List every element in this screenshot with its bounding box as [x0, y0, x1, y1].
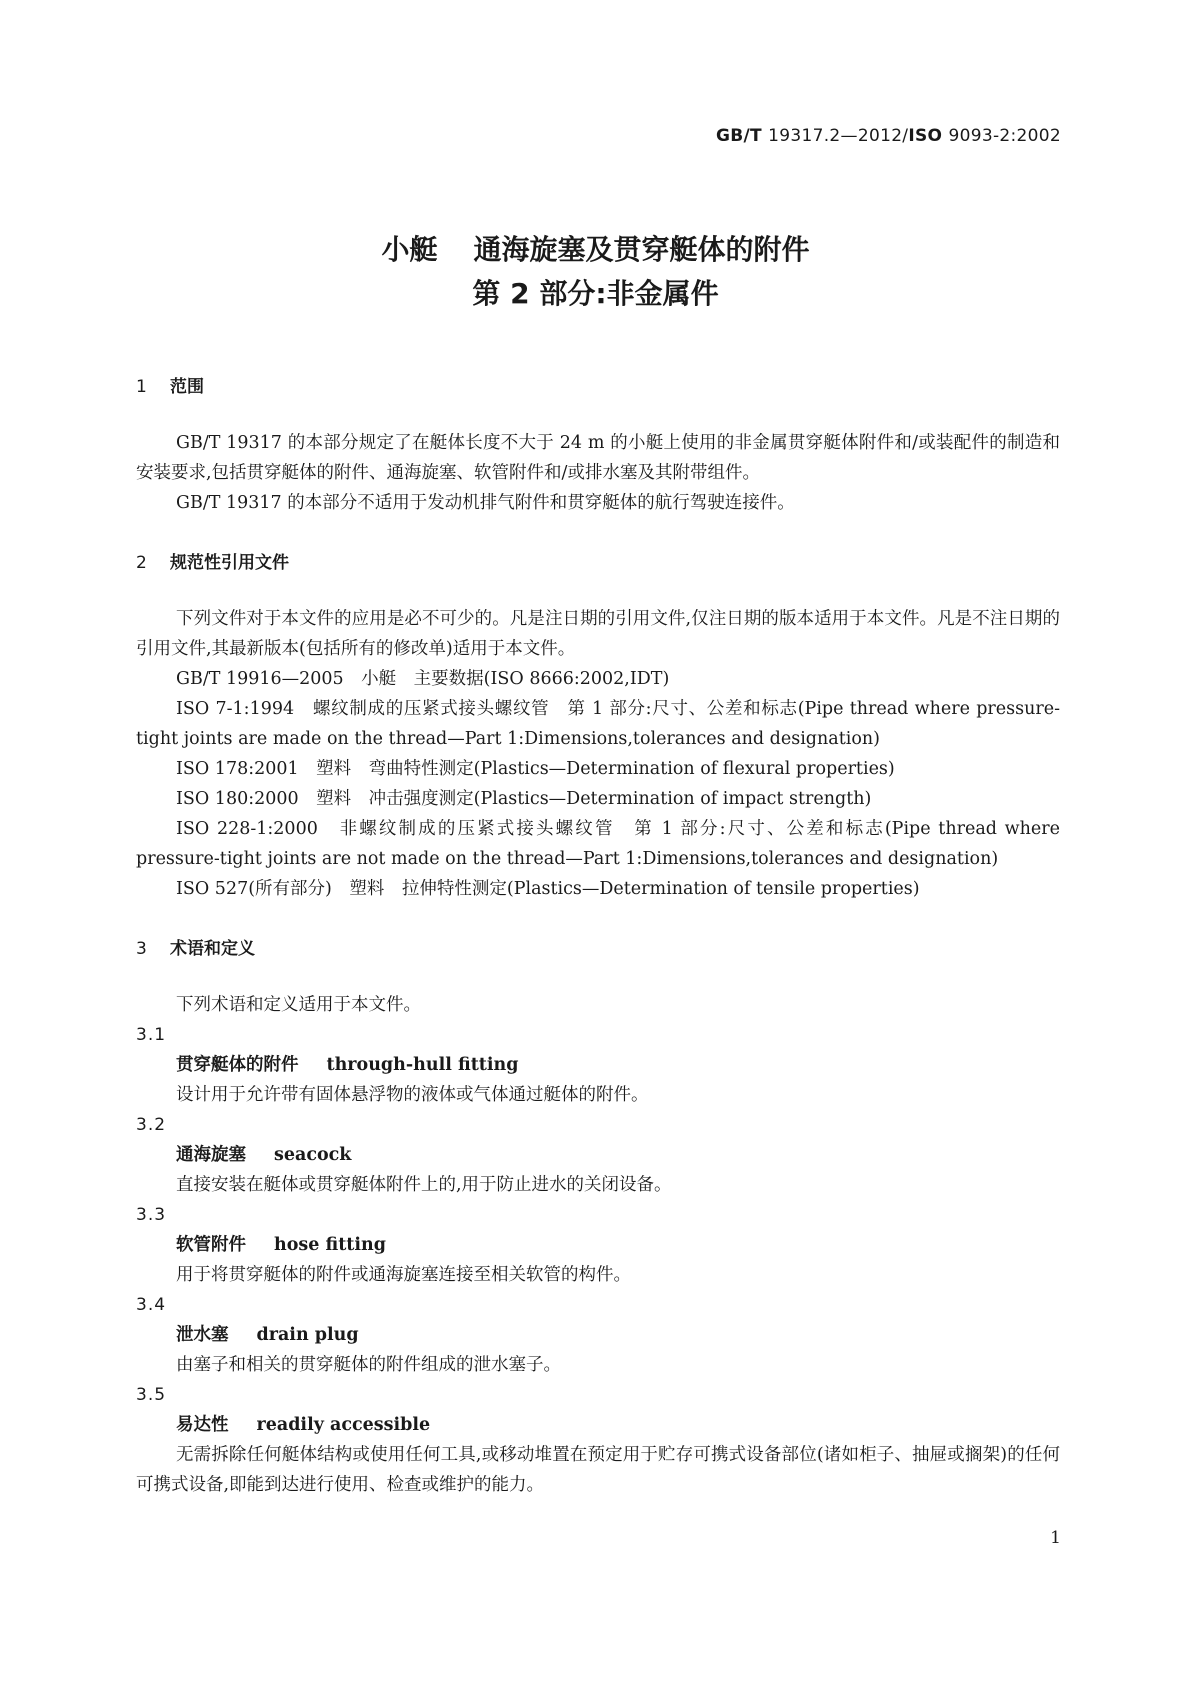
term-chinese: 软管附件	[176, 1235, 246, 1255]
term-definition: 设计用于允许带有固体悬浮物的液体或气体通过艇体的附件。	[176, 1085, 649, 1105]
document-body	[136, 372, 1060, 1500]
term-number: 3.5	[136, 1385, 167, 1405]
reference-item: ISO 7-1:1994 螺纹制成的压紧式接头螺纹管 第 1 部分:尺寸、公差和标志(Pipe thread where pressure-tight joints are made on the thread—Part 1:Dimensions,tolerances and designation)	[136, 699, 1060, 749]
term-english: readily accessible	[256, 1415, 431, 1435]
reference-item: GB/T 19916—2005 小艇 主要数据(ISO 8666:2002,IDT)	[176, 669, 670, 689]
page-number: 1	[1050, 1528, 1061, 1548]
section-number: 3	[136, 939, 147, 959]
section-number: 2	[136, 553, 147, 573]
section-number: 1	[136, 377, 147, 397]
document-title-line-1	[0, 228, 1191, 268]
section-3-heading	[136, 934, 1060, 964]
term-english: seacock	[274, 1145, 352, 1165]
term-definition: 用于将贯穿艇体的附件或通海旋塞连接至相关软管的构件。	[176, 1265, 631, 1285]
term-heading	[136, 1050, 1060, 1080]
header-iso-number: 9093-2:2002	[948, 126, 1061, 146]
section-title: 范围	[170, 377, 204, 397]
reference-item: ISO 527(所有部分) 塑料 拉伸特性测定(Plastics—Determination of tensile properties)	[176, 879, 920, 899]
term-english: drain plug	[256, 1325, 359, 1345]
section-title: 术语和定义	[170, 939, 255, 959]
reference-item: ISO 180:2000 塑料 冲击强度测定(Plastics—Determination of impact strength)	[176, 789, 872, 809]
scope-paragraph-1: GB/T 19317 的本部分规定了在艇体长度不大于 24 m 的小艇上使用的非金属贯穿艇体附件和/或装配件的制造和安装要求,包括贯穿艇体的附件、通海旋塞、软管附件和/或排水塞及其附带组件。	[136, 433, 1060, 483]
term-chinese: 易达性	[176, 1415, 229, 1435]
term-number: 3.2	[136, 1115, 167, 1135]
section-title: 规范性引用文件	[170, 553, 289, 573]
term-number: 3.1	[136, 1025, 167, 1045]
term-english: through-hull fitting	[326, 1055, 519, 1075]
reference-item: ISO 178:2001 塑料 弯曲特性测定(Plastics—Determination of flexural properties)	[176, 759, 895, 779]
term-heading	[136, 1410, 1060, 1440]
header-code-prefix: GB/T	[716, 126, 762, 146]
term-chinese: 泄水塞	[176, 1325, 229, 1345]
term-chinese: 贯穿艇体的附件	[176, 1055, 299, 1075]
term-heading	[136, 1140, 1060, 1170]
term-number: 3.4	[136, 1295, 167, 1315]
reference-item: ISO 228-1:2000 非螺纹制成的压紧式接头螺纹管 第 1 部分:尺寸、公差和标志(Pipe thread where pressure-tight joints are not made on the thread—Part 1:Dimensions,tolerances and designation)	[136, 819, 1060, 869]
scope-paragraph-2: GB/T 19317 的本部分不适用于发动机排气附件和贯穿艇体的航行驾驶连接件。	[176, 493, 795, 513]
header-code-number: 19317.2—2012/	[768, 126, 909, 146]
term-definition: 由塞子和相关的贯穿艇体的附件组成的泄水塞子。	[176, 1355, 561, 1375]
title-main: 通海旋塞及贯穿艇体的附件	[473, 233, 810, 266]
term-heading	[136, 1320, 1060, 1350]
section-2-heading	[136, 548, 1060, 578]
references-intro: 下列文件对于本文件的应用是必不可少的。凡是注日期的引用文件,仅注日期的版本适用于本文件。凡是不注日期的引用文件,其最新版本(包括所有的修改单)适用于本文件。	[136, 609, 1060, 659]
section-1-heading	[136, 372, 1060, 402]
term-definition: 直接安装在艇体或贯穿艇体附件上的,用于防止进水的关闭设备。	[176, 1175, 672, 1195]
header-iso-prefix: ISO	[908, 126, 943, 146]
term-number: 3.3	[136, 1205, 167, 1225]
standard-number-header	[716, 126, 1061, 146]
title-subject: 小艇	[381, 233, 438, 266]
term-definition: 无需拆除任何艇体结构或使用任何工具,或移动堆置在预定用于贮存可携式设备部位(诸如柜子、抽屉或搁架)的任何可携式设备,即能到达进行使用、检查或维护的能力。	[136, 1445, 1060, 1495]
term-chinese: 通海旋塞	[176, 1145, 246, 1165]
term-heading	[136, 1230, 1060, 1260]
terms-intro: 下列术语和定义适用于本文件。	[176, 995, 421, 1015]
document-title-line-2: 第 2 部分:非金属件	[472, 277, 719, 310]
term-english: hose fitting	[274, 1235, 386, 1255]
